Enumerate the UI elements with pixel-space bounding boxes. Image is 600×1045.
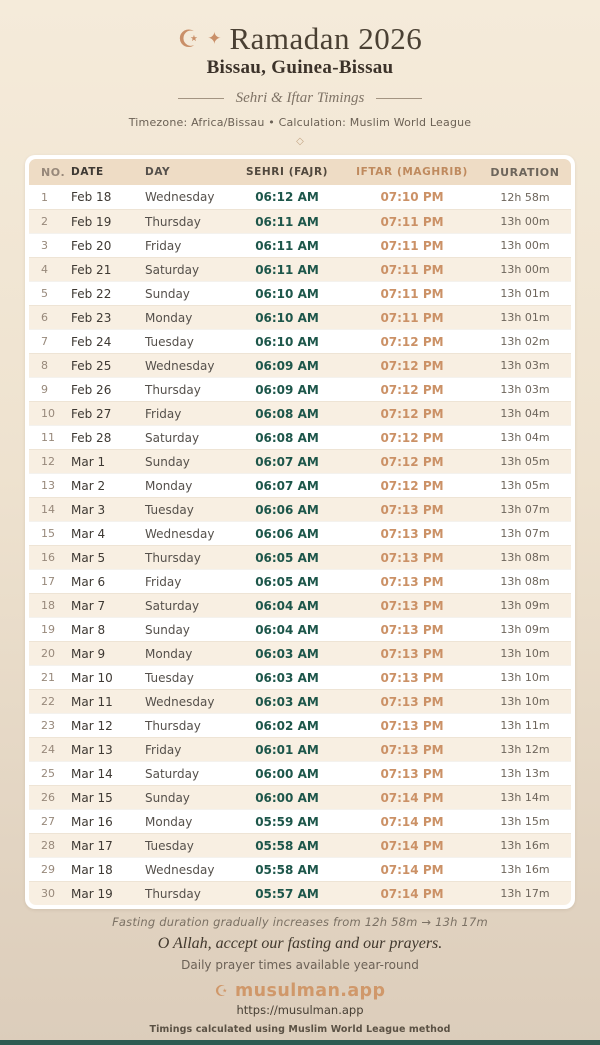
cell-no: 11 (41, 431, 55, 445)
cell-iftar: 07:13 PM (380, 670, 444, 685)
cell-date: Mar 14 (71, 766, 113, 781)
table-row (29, 857, 571, 881)
cell-sehri: 06:10 AM (255, 310, 319, 325)
cell-sehri: 06:05 AM (255, 574, 319, 589)
cell-date: Feb 19 (71, 214, 112, 229)
cell-duration: 13h 01m (500, 311, 550, 325)
cell-sehri: 06:10 AM (255, 334, 319, 349)
cell-duration: 13h 08m (500, 551, 550, 565)
cell-day: Thursday (145, 214, 201, 229)
cell-day: Sunday (145, 790, 190, 805)
cell-day: Tuesday (145, 838, 194, 853)
cell-sehri: 06:04 AM (255, 598, 319, 613)
brand-crescent-icon: ☪ (214, 981, 229, 1000)
cell-duration: 13h 00m (500, 263, 550, 277)
dua-text: O Allah, accept our fasting and our prayers. (157, 935, 443, 953)
cell-date: Mar 6 (71, 574, 106, 589)
cell-duration: 13h 05m (500, 455, 550, 469)
sparkle-icon: ✦ (207, 28, 222, 49)
table-row (29, 833, 571, 857)
cell-iftar: 07:13 PM (380, 574, 444, 589)
cell-duration: 13h 16m (500, 839, 550, 853)
table-row (29, 281, 571, 305)
table-row (29, 785, 571, 809)
cell-day: Wednesday (145, 862, 215, 877)
cell-day: Friday (145, 742, 182, 757)
cell-sehri: 06:09 AM (255, 382, 319, 397)
table-row (29, 713, 571, 737)
cell-no: 7 (41, 335, 48, 349)
cell-date: Mar 5 (71, 550, 106, 565)
cell-day: Sunday (145, 454, 190, 469)
cell-no: 20 (41, 647, 55, 661)
cell-day: Monday (145, 646, 193, 661)
cell-date: Feb 20 (71, 238, 112, 253)
cell-sehri: 05:59 AM (255, 814, 319, 829)
cell-duration: 13h 16m (500, 863, 550, 877)
cell-day: Monday (145, 478, 193, 493)
cell-date: Mar 9 (71, 646, 106, 661)
cell-duration: 13h 04m (500, 407, 550, 421)
cell-date: Mar 8 (71, 622, 106, 637)
cell-date: Feb 26 (71, 382, 112, 397)
cell-date: Mar 3 (71, 502, 106, 517)
cell-iftar: 07:13 PM (380, 598, 444, 613)
cell-no: 12 (41, 455, 55, 469)
cell-duration: 13h 10m (500, 647, 550, 661)
cell-day: Tuesday (145, 502, 194, 517)
cell-sehri: 06:03 AM (255, 694, 319, 709)
table-row (29, 473, 571, 497)
cell-day: Thursday (145, 550, 201, 565)
footer (0, 915, 600, 1035)
cell-day: Monday (145, 310, 193, 325)
cell-day: Wednesday (145, 526, 215, 541)
cell-no: 22 (41, 695, 55, 709)
cell-duration: 13h 11m (500, 719, 550, 733)
cell-date: Mar 17 (71, 838, 113, 853)
divider-line (376, 98, 422, 99)
table-row (29, 377, 571, 401)
cell-day: Thursday (145, 886, 201, 901)
cell-no: 23 (41, 719, 55, 733)
cell-sehri: 06:01 AM (255, 742, 319, 757)
table-row (29, 521, 571, 545)
cell-sehri: 06:11 AM (255, 262, 319, 277)
cell-duration: 12h 58m (500, 190, 550, 204)
cell-sehri: 06:00 AM (255, 790, 319, 805)
cell-date: Feb 21 (71, 262, 112, 277)
table-row (29, 233, 571, 257)
cell-no: 25 (41, 767, 55, 781)
table-row (29, 569, 571, 593)
crescent-moon-icon: ☪ (177, 25, 200, 54)
cell-iftar: 07:13 PM (380, 694, 444, 709)
cell-day: Monday (145, 814, 193, 829)
cell-sehri: 06:09 AM (255, 358, 319, 373)
cell-sehri: 06:10 AM (255, 286, 319, 301)
cell-no: 27 (41, 815, 55, 829)
cell-duration: 13h 07m (500, 503, 550, 517)
cell-no: 24 (41, 743, 55, 757)
cell-duration: 13h 15m (500, 815, 550, 829)
cell-date: Feb 23 (71, 310, 112, 325)
cell-sehri: 06:08 AM (255, 406, 319, 421)
cell-day: Friday (145, 238, 182, 253)
cell-date: Mar 1 (71, 454, 106, 469)
table-row (29, 593, 571, 617)
cell-no: 10 (41, 407, 55, 421)
cell-sehri: 06:06 AM (255, 502, 319, 517)
cell-day: Friday (145, 406, 182, 421)
cell-iftar: 07:13 PM (380, 766, 444, 781)
cell-no: 28 (41, 839, 55, 853)
cell-duration: 13h 03m (500, 383, 550, 397)
cell-no: 1 (41, 190, 48, 204)
table-row (29, 425, 571, 449)
cell-no: 21 (41, 671, 55, 685)
cell-iftar: 07:11 PM (380, 286, 444, 301)
table-row (29, 329, 571, 353)
cell-no: 8 (41, 359, 48, 373)
cell-duration: 13h 01m (500, 287, 550, 301)
cell-iftar: 07:11 PM (380, 214, 444, 229)
cell-date: Mar 15 (71, 790, 113, 805)
cell-sehri: 06:08 AM (255, 430, 319, 445)
cell-duration: 13h 04m (500, 431, 550, 445)
cell-date: Feb 24 (71, 334, 112, 349)
cell-no: 29 (41, 863, 55, 877)
location-subtitle: Bissau, Guinea-Bissau (206, 57, 394, 79)
table-row (29, 449, 571, 473)
cell-no: 4 (41, 263, 48, 277)
timezone-calculation-meta: Timezone: Africa/Bissau • Calculation: Muslim World League (128, 116, 472, 130)
table-row (29, 665, 571, 689)
cell-duration: 13h 13m (500, 767, 550, 781)
table-row (29, 305, 571, 329)
cell-sehri: 06:03 AM (255, 646, 319, 661)
column-header-date: DATE (71, 166, 104, 179)
table-row (29, 737, 571, 761)
cell-day: Friday (145, 574, 182, 589)
cell-iftar: 07:14 PM (380, 886, 444, 901)
cell-iftar: 07:14 PM (380, 790, 444, 805)
cell-date: Feb 22 (71, 286, 112, 301)
cell-day: Saturday (145, 766, 200, 781)
cell-duration: 13h 10m (500, 671, 550, 685)
cell-iftar: 07:13 PM (380, 526, 444, 541)
cell-sehri: 06:05 AM (255, 550, 319, 565)
cell-date: Mar 11 (71, 694, 113, 709)
cell-no: 16 (41, 551, 55, 565)
cell-date: Mar 12 (71, 718, 113, 733)
cell-no: 30 (41, 887, 55, 901)
cell-duration: 13h 03m (500, 359, 550, 373)
header (0, 0, 600, 147)
cell-date: Mar 18 (71, 862, 113, 877)
cell-duration: 13h 12m (500, 743, 550, 757)
cell-sehri: 05:58 AM (255, 838, 319, 853)
cell-no: 18 (41, 599, 55, 613)
table-row (29, 257, 571, 281)
table-row (29, 617, 571, 641)
table-header-row (29, 159, 571, 185)
cell-no: 26 (41, 791, 55, 805)
table-row (29, 401, 571, 425)
column-header-iftar: IFTAR (MAGHRIB) (356, 166, 468, 179)
cell-duration: 13h 10m (500, 695, 550, 709)
availability-text: Daily prayer times available year-round (181, 958, 419, 973)
table-row (29, 689, 571, 713)
cell-iftar: 07:12 PM (380, 382, 444, 397)
cell-iftar: 07:14 PM (380, 862, 444, 877)
cell-iftar: 07:12 PM (380, 358, 444, 373)
cell-date: Feb 18 (71, 190, 112, 205)
cell-no: 6 (41, 311, 48, 325)
cell-date: Mar 4 (71, 526, 106, 541)
title-row (0, 22, 600, 56)
diamond-separator-icon: ◇ (296, 136, 304, 148)
timings-table-card (25, 155, 575, 909)
table-row (29, 809, 571, 833)
cell-iftar: 07:13 PM (380, 646, 444, 661)
column-header-sehri: SEHRI (FAJR) (245, 166, 329, 179)
table-row (29, 497, 571, 521)
cell-day: Thursday (145, 382, 201, 397)
cell-no: 17 (41, 575, 55, 589)
cell-iftar: 07:10 PM (380, 190, 444, 205)
tagline: Sehri & Iftar Timings (235, 90, 365, 107)
cell-date: Mar 10 (71, 670, 113, 685)
table-row (29, 761, 571, 785)
cell-day: Tuesday (145, 334, 194, 349)
cell-day: Tuesday (145, 670, 194, 685)
cell-day: Saturday (145, 430, 200, 445)
column-header-day: DAY (145, 166, 171, 179)
page-title: Ramadan 2026 (229, 21, 423, 56)
cell-duration: 13h 02m (500, 335, 550, 349)
cell-iftar: 07:13 PM (380, 742, 444, 757)
cell-date: Mar 19 (71, 886, 113, 901)
table-row (29, 881, 571, 905)
cell-date: Feb 25 (71, 358, 112, 373)
brand-name: musulman.app (235, 981, 386, 1002)
cell-iftar: 07:13 PM (380, 550, 444, 565)
cell-sehri: 06:00 AM (255, 766, 319, 781)
table-body (29, 185, 571, 905)
cell-day: Saturday (145, 598, 200, 613)
cell-date: Feb 28 (71, 430, 112, 445)
cell-sehri: 06:07 AM (255, 478, 319, 493)
cell-sehri: 06:11 AM (255, 238, 319, 253)
cell-iftar: 07:12 PM (380, 334, 444, 349)
calculation-method-note: Timings calculated using Muslim World League method (149, 1024, 451, 1036)
cell-date: Feb 27 (71, 406, 112, 421)
cell-iftar: 07:14 PM (380, 838, 444, 853)
cell-duration: 13h 05m (500, 479, 550, 493)
cell-no: 2 (41, 215, 48, 229)
table-row (29, 185, 571, 209)
bottom-accent-bar (0, 1040, 600, 1045)
cell-date: Mar 7 (71, 598, 106, 613)
cell-sehri: 06:02 AM (255, 718, 319, 733)
cell-day: Sunday (145, 622, 190, 637)
divider-line (178, 98, 224, 99)
tagline-divider (0, 90, 600, 107)
cell-day: Wednesday (145, 694, 215, 709)
cell-iftar: 07:12 PM (380, 454, 444, 469)
brand-url-link[interactable]: https://musulman.app (236, 1003, 364, 1018)
cell-no: 9 (41, 383, 48, 397)
table-row (29, 545, 571, 569)
cell-duration: 13h 17m (500, 887, 550, 901)
cell-date: Mar 2 (71, 478, 106, 493)
cell-day: Wednesday (145, 358, 215, 373)
cell-day: Sunday (145, 286, 190, 301)
cell-no: 19 (41, 623, 55, 637)
cell-sehri: 06:11 AM (255, 214, 319, 229)
cell-iftar: 07:13 PM (380, 718, 444, 733)
table-row (29, 353, 571, 377)
cell-iftar: 07:11 PM (380, 310, 444, 325)
cell-day: Saturday (145, 262, 200, 277)
cell-duration: 13h 00m (500, 239, 550, 253)
fasting-duration-note: Fasting duration gradually increases from 12h 58m → 13h 17m (112, 915, 488, 930)
column-header-no: NO. (41, 165, 66, 179)
cell-no: 5 (41, 287, 48, 301)
cell-sehri: 06:07 AM (255, 454, 319, 469)
cell-duration: 13h 00m (500, 215, 550, 229)
cell-duration: 13h 08m (500, 575, 550, 589)
cell-no: 14 (41, 503, 55, 517)
column-header-duration: DURATION (490, 165, 560, 179)
cell-iftar: 07:12 PM (380, 430, 444, 445)
cell-day: Thursday (145, 718, 201, 733)
cell-sehri: 06:04 AM (255, 622, 319, 637)
cell-date: Mar 13 (71, 742, 113, 757)
cell-iftar: 07:12 PM (380, 406, 444, 421)
cell-sehri: 05:57 AM (255, 886, 319, 901)
cell-iftar: 07:12 PM (380, 478, 444, 493)
cell-iftar: 07:13 PM (380, 622, 444, 637)
cell-sehri: 06:06 AM (255, 526, 319, 541)
cell-iftar: 07:13 PM (380, 502, 444, 517)
cell-iftar: 07:11 PM (380, 262, 444, 277)
cell-duration: 13h 07m (500, 527, 550, 541)
cell-no: 3 (41, 239, 48, 253)
table-row (29, 209, 571, 233)
cell-day: Wednesday (145, 190, 215, 205)
cell-sehri: 06:03 AM (255, 670, 319, 685)
cell-sehri: 05:58 AM (255, 862, 319, 877)
cell-iftar: 07:14 PM (380, 814, 444, 829)
cell-duration: 13h 09m (500, 599, 550, 613)
cell-duration: 13h 09m (500, 623, 550, 637)
cell-duration: 13h 14m (500, 791, 550, 805)
cell-iftar: 07:11 PM (380, 238, 444, 253)
cell-no: 15 (41, 527, 55, 541)
table-row (29, 641, 571, 665)
cell-no: 13 (41, 479, 55, 493)
cell-sehri: 06:12 AM (255, 190, 319, 205)
brand-row (0, 981, 600, 1001)
cell-date: Mar 16 (71, 814, 113, 829)
